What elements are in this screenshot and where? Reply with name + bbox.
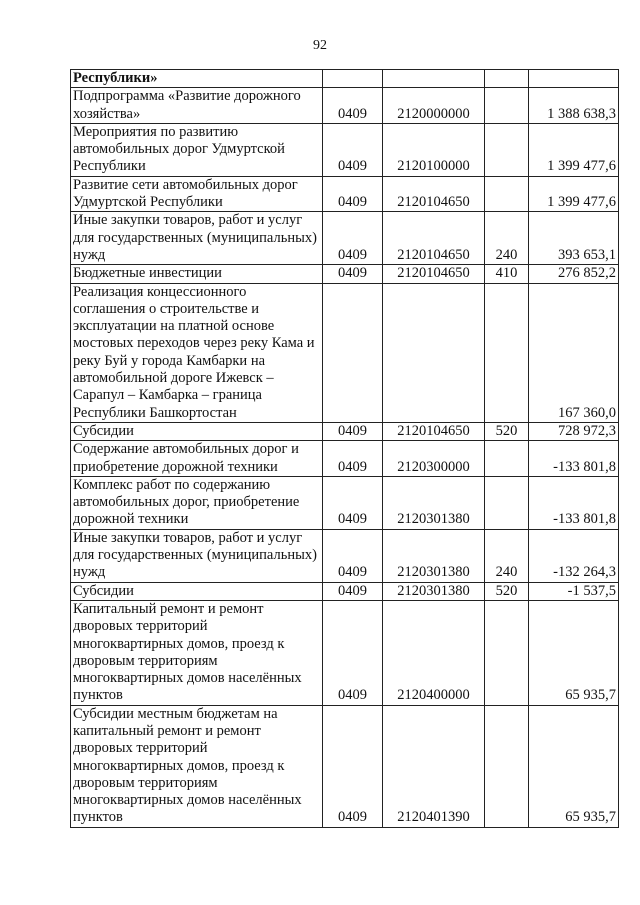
table-row [71, 529, 619, 582]
row-sum-cell: -133 801,8 [529, 441, 619, 477]
table-row [71, 123, 619, 176]
table-row [71, 441, 619, 477]
row-sum-cell: 393 653,1 [529, 212, 619, 265]
row-sum-cell: 728 972,3 [529, 422, 619, 440]
row-name-cell: Иные закупки товаров, работ и услуг для государственных (муниципальных) нужд [71, 529, 323, 582]
row-expense-type-cell: 240 [485, 529, 529, 582]
row-name-cell: Подпрограмма «Развитие дорожного хозяйства» [71, 88, 323, 124]
row-name-cell: Комплекс работ по содержанию автомобильных дорог, приобретение дорожной техники [71, 476, 323, 529]
row-name-cell: Капитальный ремонт и ремонт дворовых территорий многоквартирных домов, проезд к дворовым территориям многоквартирных домов населённых пунктов [71, 600, 323, 705]
row-sum-cell: 65 935,7 [529, 600, 619, 705]
row-expense-type-cell [485, 123, 529, 176]
row-name-cell: Иные закупки товаров, работ и услуг для государственных (муниципальных) нужд [71, 212, 323, 265]
row-section-cell: 0409 [323, 88, 383, 124]
row-article-cell: 2120104650 [383, 265, 485, 283]
row-article-cell: 2120100000 [383, 123, 485, 176]
row-expense-type-cell: 520 [485, 422, 529, 440]
row-sum-cell: 1 388 638,3 [529, 88, 619, 124]
row-expense-type-cell [485, 705, 529, 827]
table-row [71, 476, 619, 529]
row-article-cell [383, 70, 485, 88]
row-sum-cell: 1 399 477,6 [529, 123, 619, 176]
row-sum-cell: -133 801,8 [529, 476, 619, 529]
row-article-cell: 2120300000 [383, 441, 485, 477]
row-name-cell: Бюджетные инвестиции [71, 265, 323, 283]
table-row [71, 705, 619, 827]
row-expense-type-cell [485, 441, 529, 477]
row-section-cell [323, 283, 383, 422]
table-row [71, 88, 619, 124]
row-sum-cell: 1 399 477,6 [529, 176, 619, 212]
row-article-cell: 2120104650 [383, 422, 485, 440]
row-name-cell: Содержание автомобильных дорог и приобретение дорожной техники [71, 441, 323, 477]
row-name-cell: Реализация концессионного соглашения о строительстве и эксплуатации на платной основе мостовых переходов через реку Кама и реку Буй у города Камбарки на автомобильной дороге Ижевск – Сарапул – Камбарка – граница Республики Башкортостан [71, 283, 323, 422]
row-section-cell: 0409 [323, 123, 383, 176]
row-sum-cell [529, 70, 619, 88]
row-article-cell [383, 283, 485, 422]
row-name-cell: Субсидии местным бюджетам на капитальный ремонт и ремонт дворовых территорий многоквартирных домов, проезд к дворовым территориям многоквартирных домов населённых пунктов [71, 705, 323, 827]
row-section-cell: 0409 [323, 600, 383, 705]
row-article-cell: 2120104650 [383, 176, 485, 212]
table-row [71, 212, 619, 265]
table-row [71, 283, 619, 422]
row-expense-type-cell: 410 [485, 265, 529, 283]
row-article-cell: 2120400000 [383, 600, 485, 705]
row-name-cell: Республики» [71, 70, 323, 88]
table-row-continuation [71, 70, 619, 88]
row-expense-type-cell [485, 600, 529, 705]
row-article-cell: 2120104650 [383, 212, 485, 265]
row-section-cell: 0409 [323, 212, 383, 265]
row-expense-type-cell [485, 176, 529, 212]
row-name-cell: Субсидии [71, 422, 323, 440]
table-row [71, 600, 619, 705]
row-expense-type-cell: 520 [485, 582, 529, 600]
row-section-cell: 0409 [323, 265, 383, 283]
row-name-cell: Развитие сети автомобильных дорог Удмуртской Республики [71, 176, 323, 212]
row-sum-cell: 276 852,2 [529, 265, 619, 283]
row-section-cell: 0409 [323, 476, 383, 529]
row-section-cell: 0409 [323, 422, 383, 440]
row-expense-type-cell [485, 283, 529, 422]
row-article-cell: 2120301380 [383, 582, 485, 600]
row-section-cell: 0409 [323, 705, 383, 827]
row-sum-cell: 167 360,0 [529, 283, 619, 422]
row-sum-cell: -132 264,3 [529, 529, 619, 582]
table-row [71, 265, 619, 283]
row-sum-cell: 65 935,7 [529, 705, 619, 827]
budget-table [70, 69, 619, 828]
row-section-cell [323, 70, 383, 88]
row-section-cell: 0409 [323, 582, 383, 600]
row-section-cell: 0409 [323, 441, 383, 477]
page-number: 92 [313, 38, 327, 53]
row-sum-cell: -1 537,5 [529, 582, 619, 600]
row-section-cell: 0409 [323, 529, 383, 582]
row-name-cell: Мероприятия по развитию автомобильных дорог Удмуртской Республики [71, 123, 323, 176]
row-article-cell: 2120301380 [383, 476, 485, 529]
table-row [71, 422, 619, 440]
row-expense-type-cell [485, 88, 529, 124]
row-expense-type-cell: 240 [485, 212, 529, 265]
table-row [71, 582, 619, 600]
row-expense-type-cell [485, 70, 529, 88]
budget-table-body [71, 70, 619, 828]
row-section-cell: 0409 [323, 176, 383, 212]
row-article-cell: 2120301380 [383, 529, 485, 582]
row-article-cell: 2120401390 [383, 705, 485, 827]
table-row [71, 176, 619, 212]
row-name-cell: Субсидии [71, 582, 323, 600]
row-article-cell: 2120000000 [383, 88, 485, 124]
row-expense-type-cell [485, 476, 529, 529]
